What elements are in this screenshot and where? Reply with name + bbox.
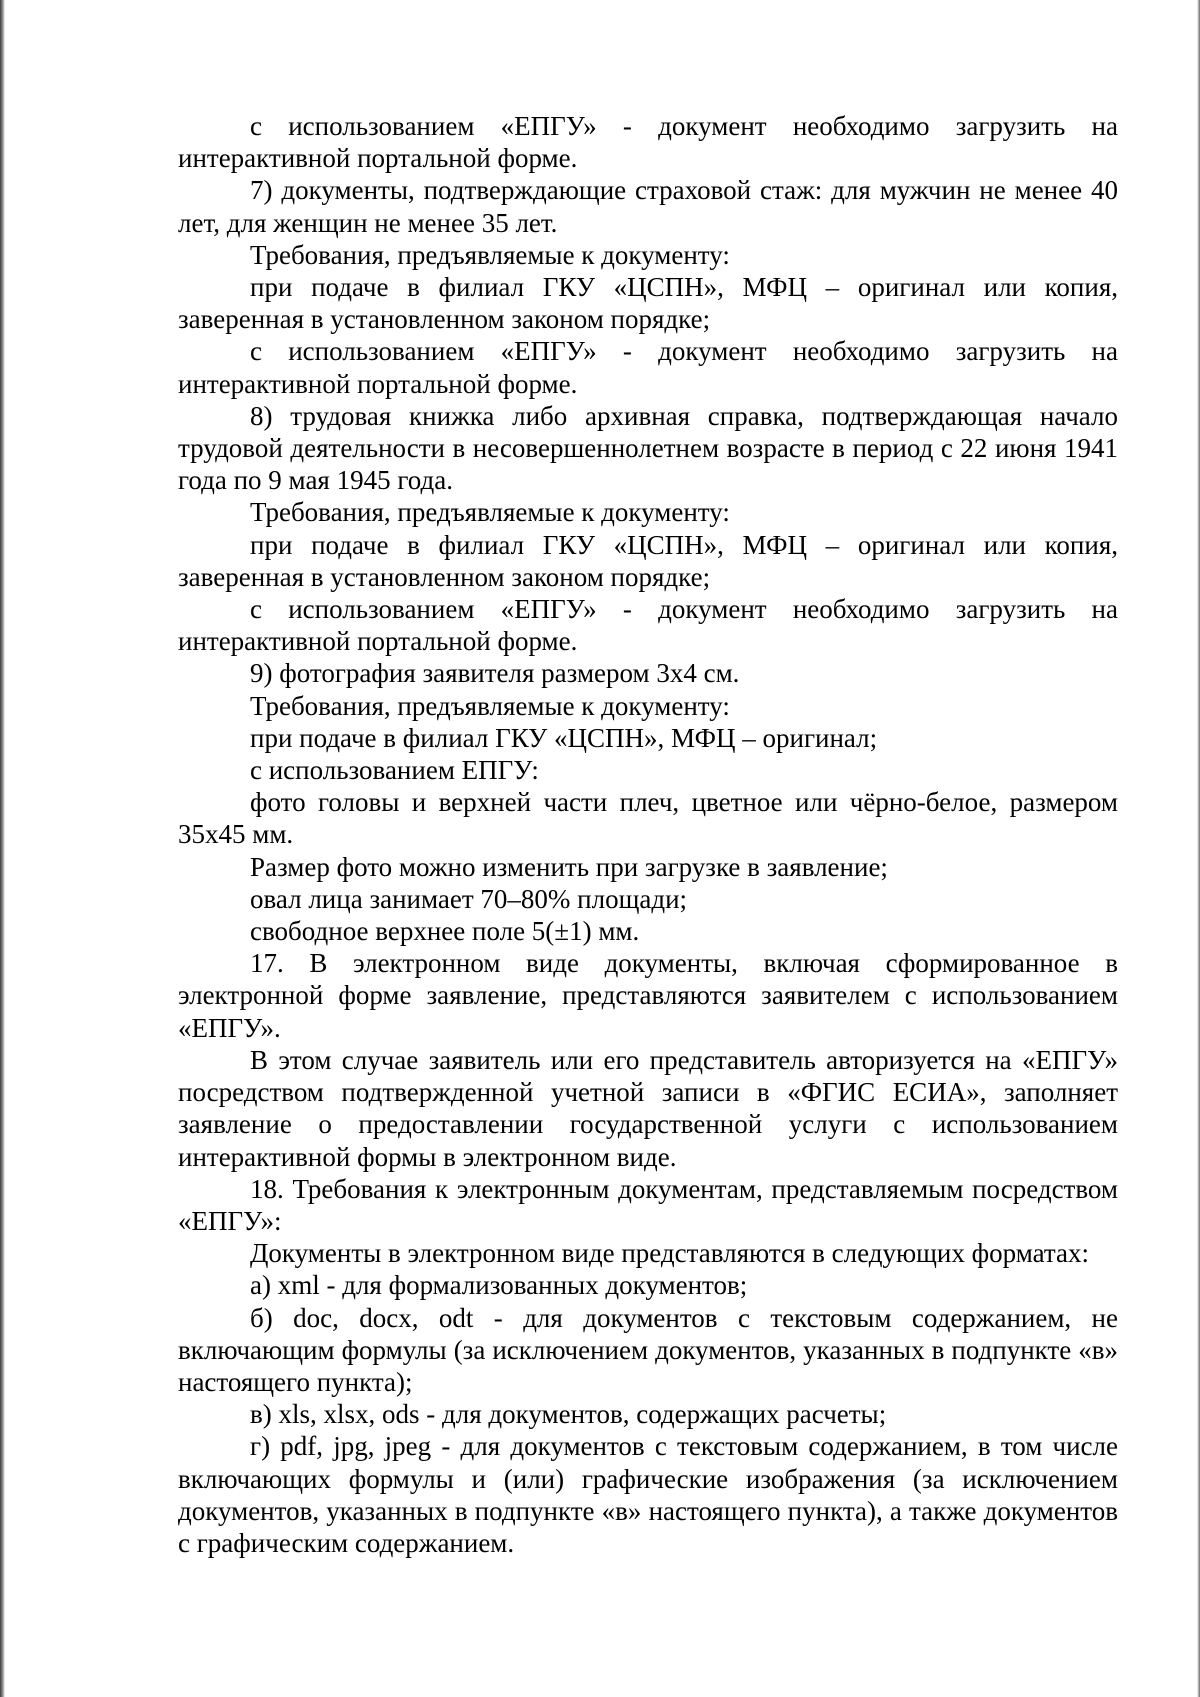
paragraph-requirements: Требования, предъявляемые к документу:	[250, 239, 730, 270]
document-page	[178, 110, 1118, 1559]
scan-edge-left	[0, 0, 5, 1697]
paragraph-item-8: 8) трудовая книжка либо архивная справка, подтверждающая начало трудовой деятельности в несовершеннолетнем возрасте в период с 22 июня 1941 года по 9 мая 1945 года.	[178, 400, 1118, 496]
paragraph-item-9: 9) фотография заявителя размером 3x4 см.	[250, 658, 740, 689]
paragraph-requirements: Требования, предъявляемые к документу:	[250, 497, 730, 528]
paragraph-filial-original: при подаче в филиал ГКУ «ЦСПН», МФЦ – оригинал;	[250, 722, 878, 753]
paragraph-photo-resize: Размер фото можно изменить при загрузке в заявление;	[250, 851, 888, 882]
paragraph-epgu-heading: с использованием ЕПГУ:	[250, 755, 539, 786]
paragraph-filial-submission: при подаче в филиал ГКУ «ЦСПН», МФЦ – оригинал или копия, заверенная в установленном законом порядке;	[178, 529, 1118, 592]
paragraph-requirements: Требования, предъявляемые к документу:	[250, 690, 730, 721]
paragraph-photo-margin: свободное верхнее поле 5(±1) мм.	[250, 916, 640, 947]
paragraph-format-b: б) doc, docx, odt - для документов с текстовым содержанием, не включающим формулы (за исключением документов, указанных в подпункте «в» настоящего пункта);	[178, 1302, 1118, 1397]
paragraph-item-7: 7) документы, подтверждающие страховой стаж: для мужчин не менее 40 лет, для женщин не менее 35 лет.	[178, 175, 1118, 238]
paragraph-format-g: г) pdf, jpg, jpeg - для документов с текстовым содержанием, в том числе включающих формулы и (или) графические изображения (за исключением документов, указанных в подпункте «в» настоящего пункта), а также документов с графическим содержанием.	[178, 1431, 1118, 1558]
paragraph-format-a: а) xml - для формализованных документов;	[250, 1270, 748, 1301]
paragraph-photo-oval: овал лица занимает 70–80% площади;	[250, 883, 688, 914]
paragraph-filial-submission: при подаче в филиал ГКУ «ЦСПН», МФЦ – оригинал или копия, заверенная в установленном законом порядке;	[178, 272, 1118, 335]
paragraph-continuation: с использованием «ЕПГУ» - документ необходимо загрузить на интерактивной портальной форме.	[178, 111, 1118, 174]
paragraph-clause-17: 17. В электронном виде документы, включая сформированное в электронной форме заявление, представляются заявителем с использованием «ЕПГУ».	[178, 948, 1118, 1043]
paragraph-authorization: В этом случае заявитель или его представитель авторизуется на «ЕПГУ» посредством подтвержденной учетной записи в «ФГИС ЕСИА», заполняет заявление о предоставлении государственной услуги с использованием интерактивной формы в электронном виде.	[178, 1044, 1118, 1172]
paragraph-photo-spec: фото головы и верхней части плеч, цветное или чёрно-белое, размером 35x45 мм.	[178, 787, 1118, 850]
paragraph-epgu-upload: с использованием «ЕПГУ» - документ необходимо загрузить на интерактивной портальной форме.	[178, 594, 1118, 657]
paragraph-formats-intro: Документы в электронном виде представляются в следующих форматах:	[250, 1238, 1090, 1269]
paragraph-format-v: в) xls, xlsx, ods - для документов, содержащих расчеты;	[250, 1399, 887, 1430]
paragraph-epgu-upload: с использованием «ЕПГУ» - документ необходимо загрузить на интерактивной портальной форме.	[178, 336, 1118, 399]
paragraph-clause-18: 18. Требования к электронным документам, представляемым посредством «ЕПГУ»:	[178, 1173, 1118, 1236]
